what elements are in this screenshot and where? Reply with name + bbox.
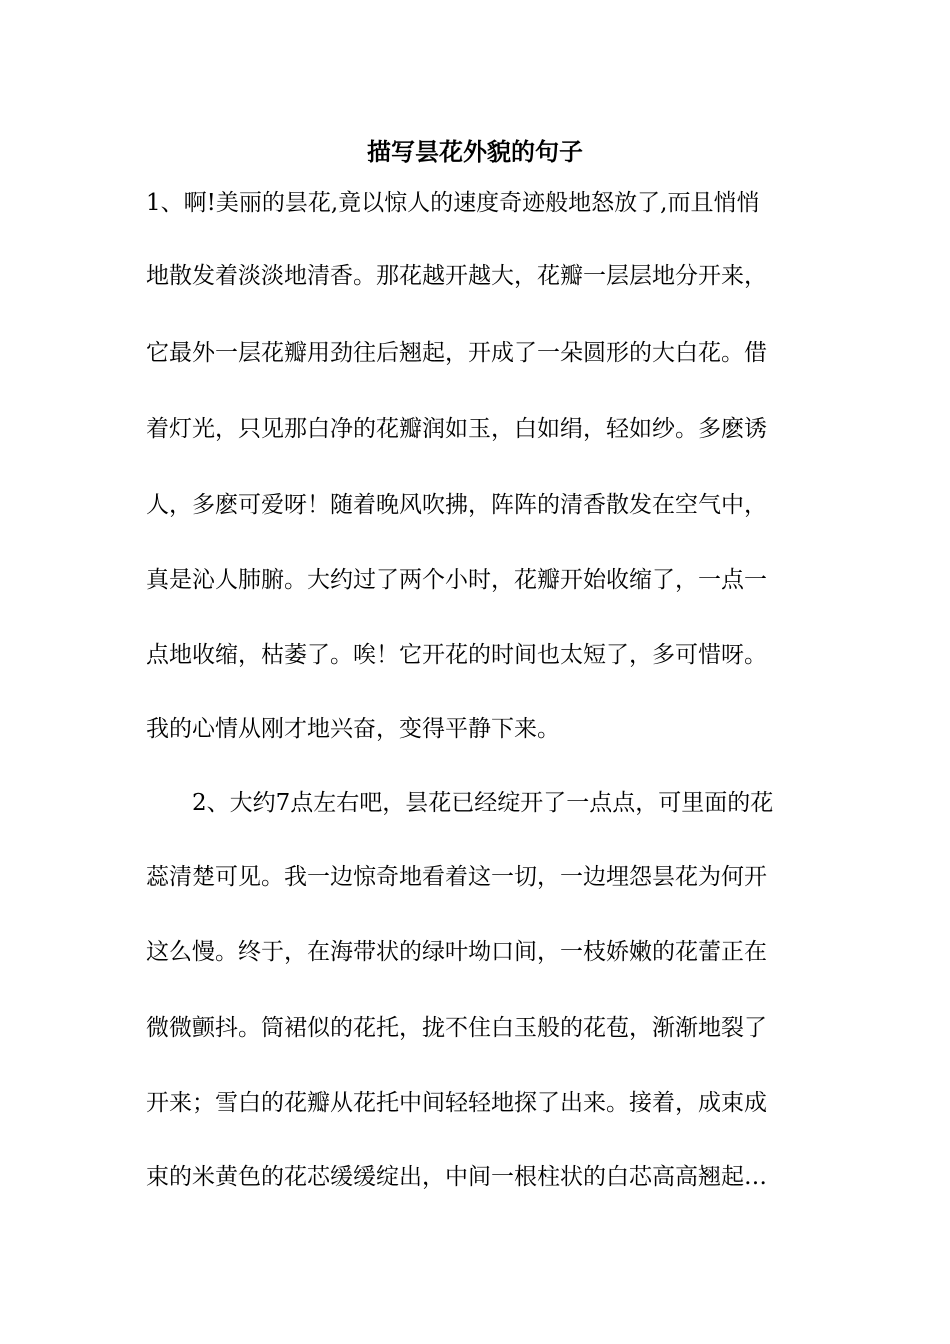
paragraph-1-line-3: 它最外一层花瓣用劲往后翘起，开成了一朵圆形的大白花。借 [146, 340, 767, 366]
paragraph-1-line-4: 着灯光，只见那白净的花瓣润如玉，白如绢，轻如纱。多麽诱 [146, 416, 767, 442]
paragraph-2-line-1: 2、大约7点左右吧，昙花已经绽开了一点点，可里面的花 [192, 790, 774, 816]
paragraph-1-line-6: 真是沁人肺腑。大约过了两个小时，花瓣开始收缩了，一点一 [146, 567, 767, 593]
paragraph-2-line-3: 这么慢。终于，在海带状的绿叶坳口间，一枝娇嫩的花蕾正在 [146, 939, 767, 965]
paragraph-1-line-2: 地散发着淡淡地清香。那花越开越大，花瓣一层层地分开来， [146, 263, 767, 289]
paragraph-2-line-6: 束的米黄色的花芯缓缓绽出，中间一根柱状的白芯高高翘起… [146, 1164, 767, 1190]
paragraph-2-line-4: 微微颤抖。筒裙似的花托，拢不住白玉般的花苞，渐渐地裂了 [146, 1015, 767, 1041]
paragraph-1-line-1: 1、啊!美丽的昙花,竟以惊人的速度奇迹般地怒放了,而且悄悄 [146, 190, 760, 216]
document-title: 描写昙花外貌的句子 [367, 137, 583, 166]
paragraph-2-line-5: 开来；雪白的花瓣从花托中间轻轻地探了出来。接着，成束成 [146, 1090, 767, 1116]
paragraph-2-line-2: 蕊清楚可见。我一边惊奇地看着这一切，一边埋怨昙花为何开 [146, 864, 767, 890]
paragraph-1-line-8: 我的心情从刚才地兴奋，变得平静下来。 [146, 716, 560, 742]
paragraph-1-line-7: 点地收缩，枯萎了。唉！它开花的时间也太短了，多可惜呀。 [146, 642, 767, 668]
paragraph-1-line-5: 人，多麽可爱呀！随着晚风吹拂，阵阵的清香散发在空气中， [146, 492, 767, 518]
